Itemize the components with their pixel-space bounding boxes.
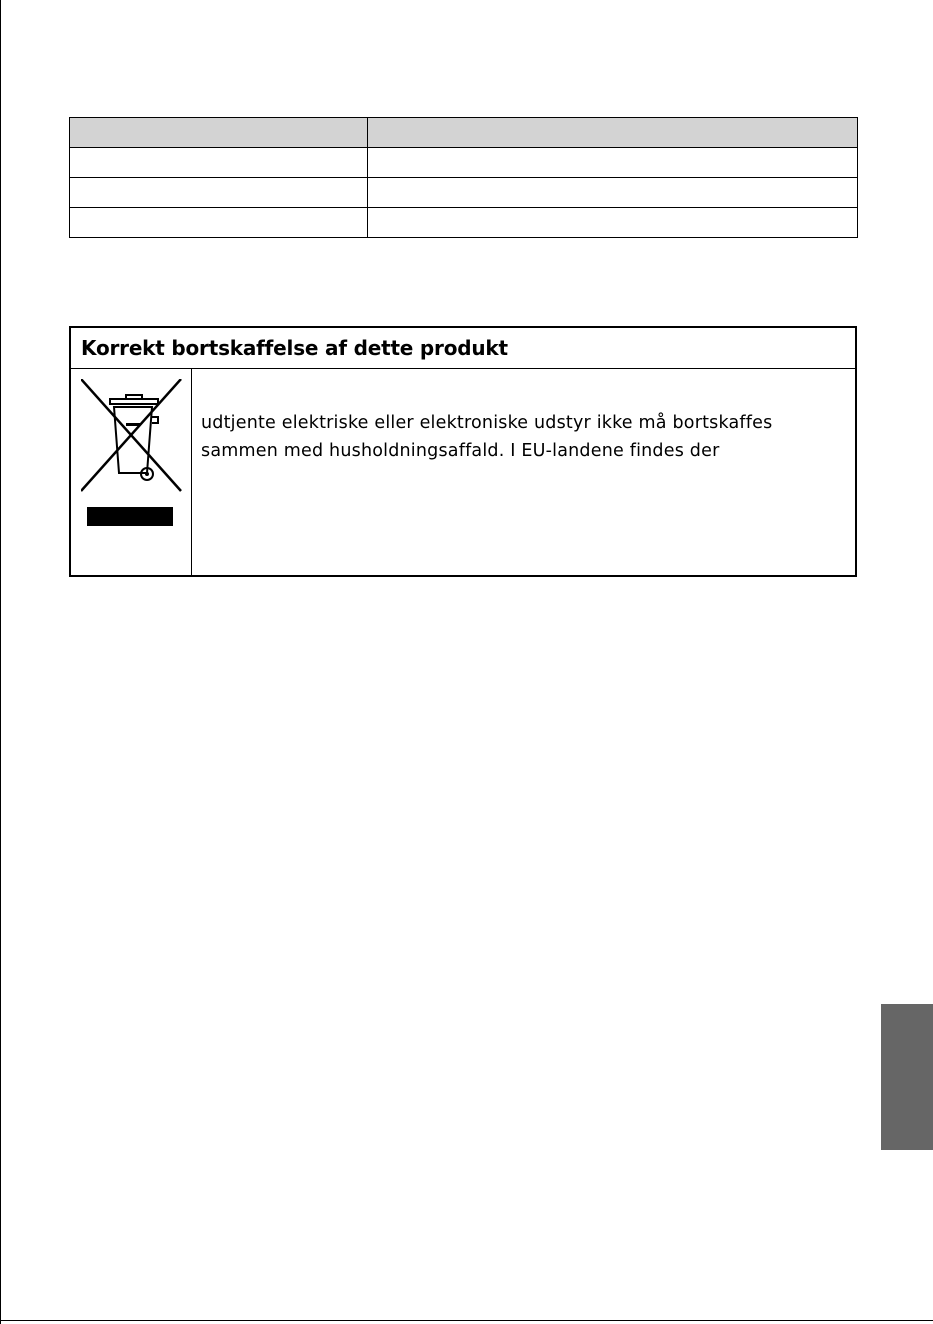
table-cell <box>368 208 858 238</box>
table-cell <box>368 148 858 178</box>
weee-text-line: sammen med husholdningsaffald. I EU-landene findes der <box>201 441 720 461</box>
table-row <box>70 148 858 178</box>
weee-symbol-cell <box>71 369 192 575</box>
table-cell <box>368 118 858 148</box>
spec-table <box>69 117 858 238</box>
weee-text <box>201 409 851 465</box>
weee-title-bar <box>71 328 855 369</box>
table-cell <box>70 148 368 178</box>
weee-body <box>71 369 855 575</box>
table-header-row <box>70 118 858 148</box>
weee-text-line: udtjente elektriske eller elektroniske udstyr ikke må bortskaffes <box>201 413 773 433</box>
table-row <box>70 178 858 208</box>
table-cell <box>70 208 368 238</box>
weee-title: Korrekt bortskaffelse af dette produkt <box>81 336 508 360</box>
page-edge-bottom <box>0 1320 933 1321</box>
table-cell <box>368 178 858 208</box>
language-side-tab <box>881 1004 933 1150</box>
table-cell <box>70 178 368 208</box>
crossed-out-wheelie-bin-icon <box>81 379 185 539</box>
page-edge-left <box>0 0 1 1324</box>
weee-disposal-box <box>69 326 857 577</box>
table-cell <box>70 118 368 148</box>
table-row <box>70 208 858 238</box>
